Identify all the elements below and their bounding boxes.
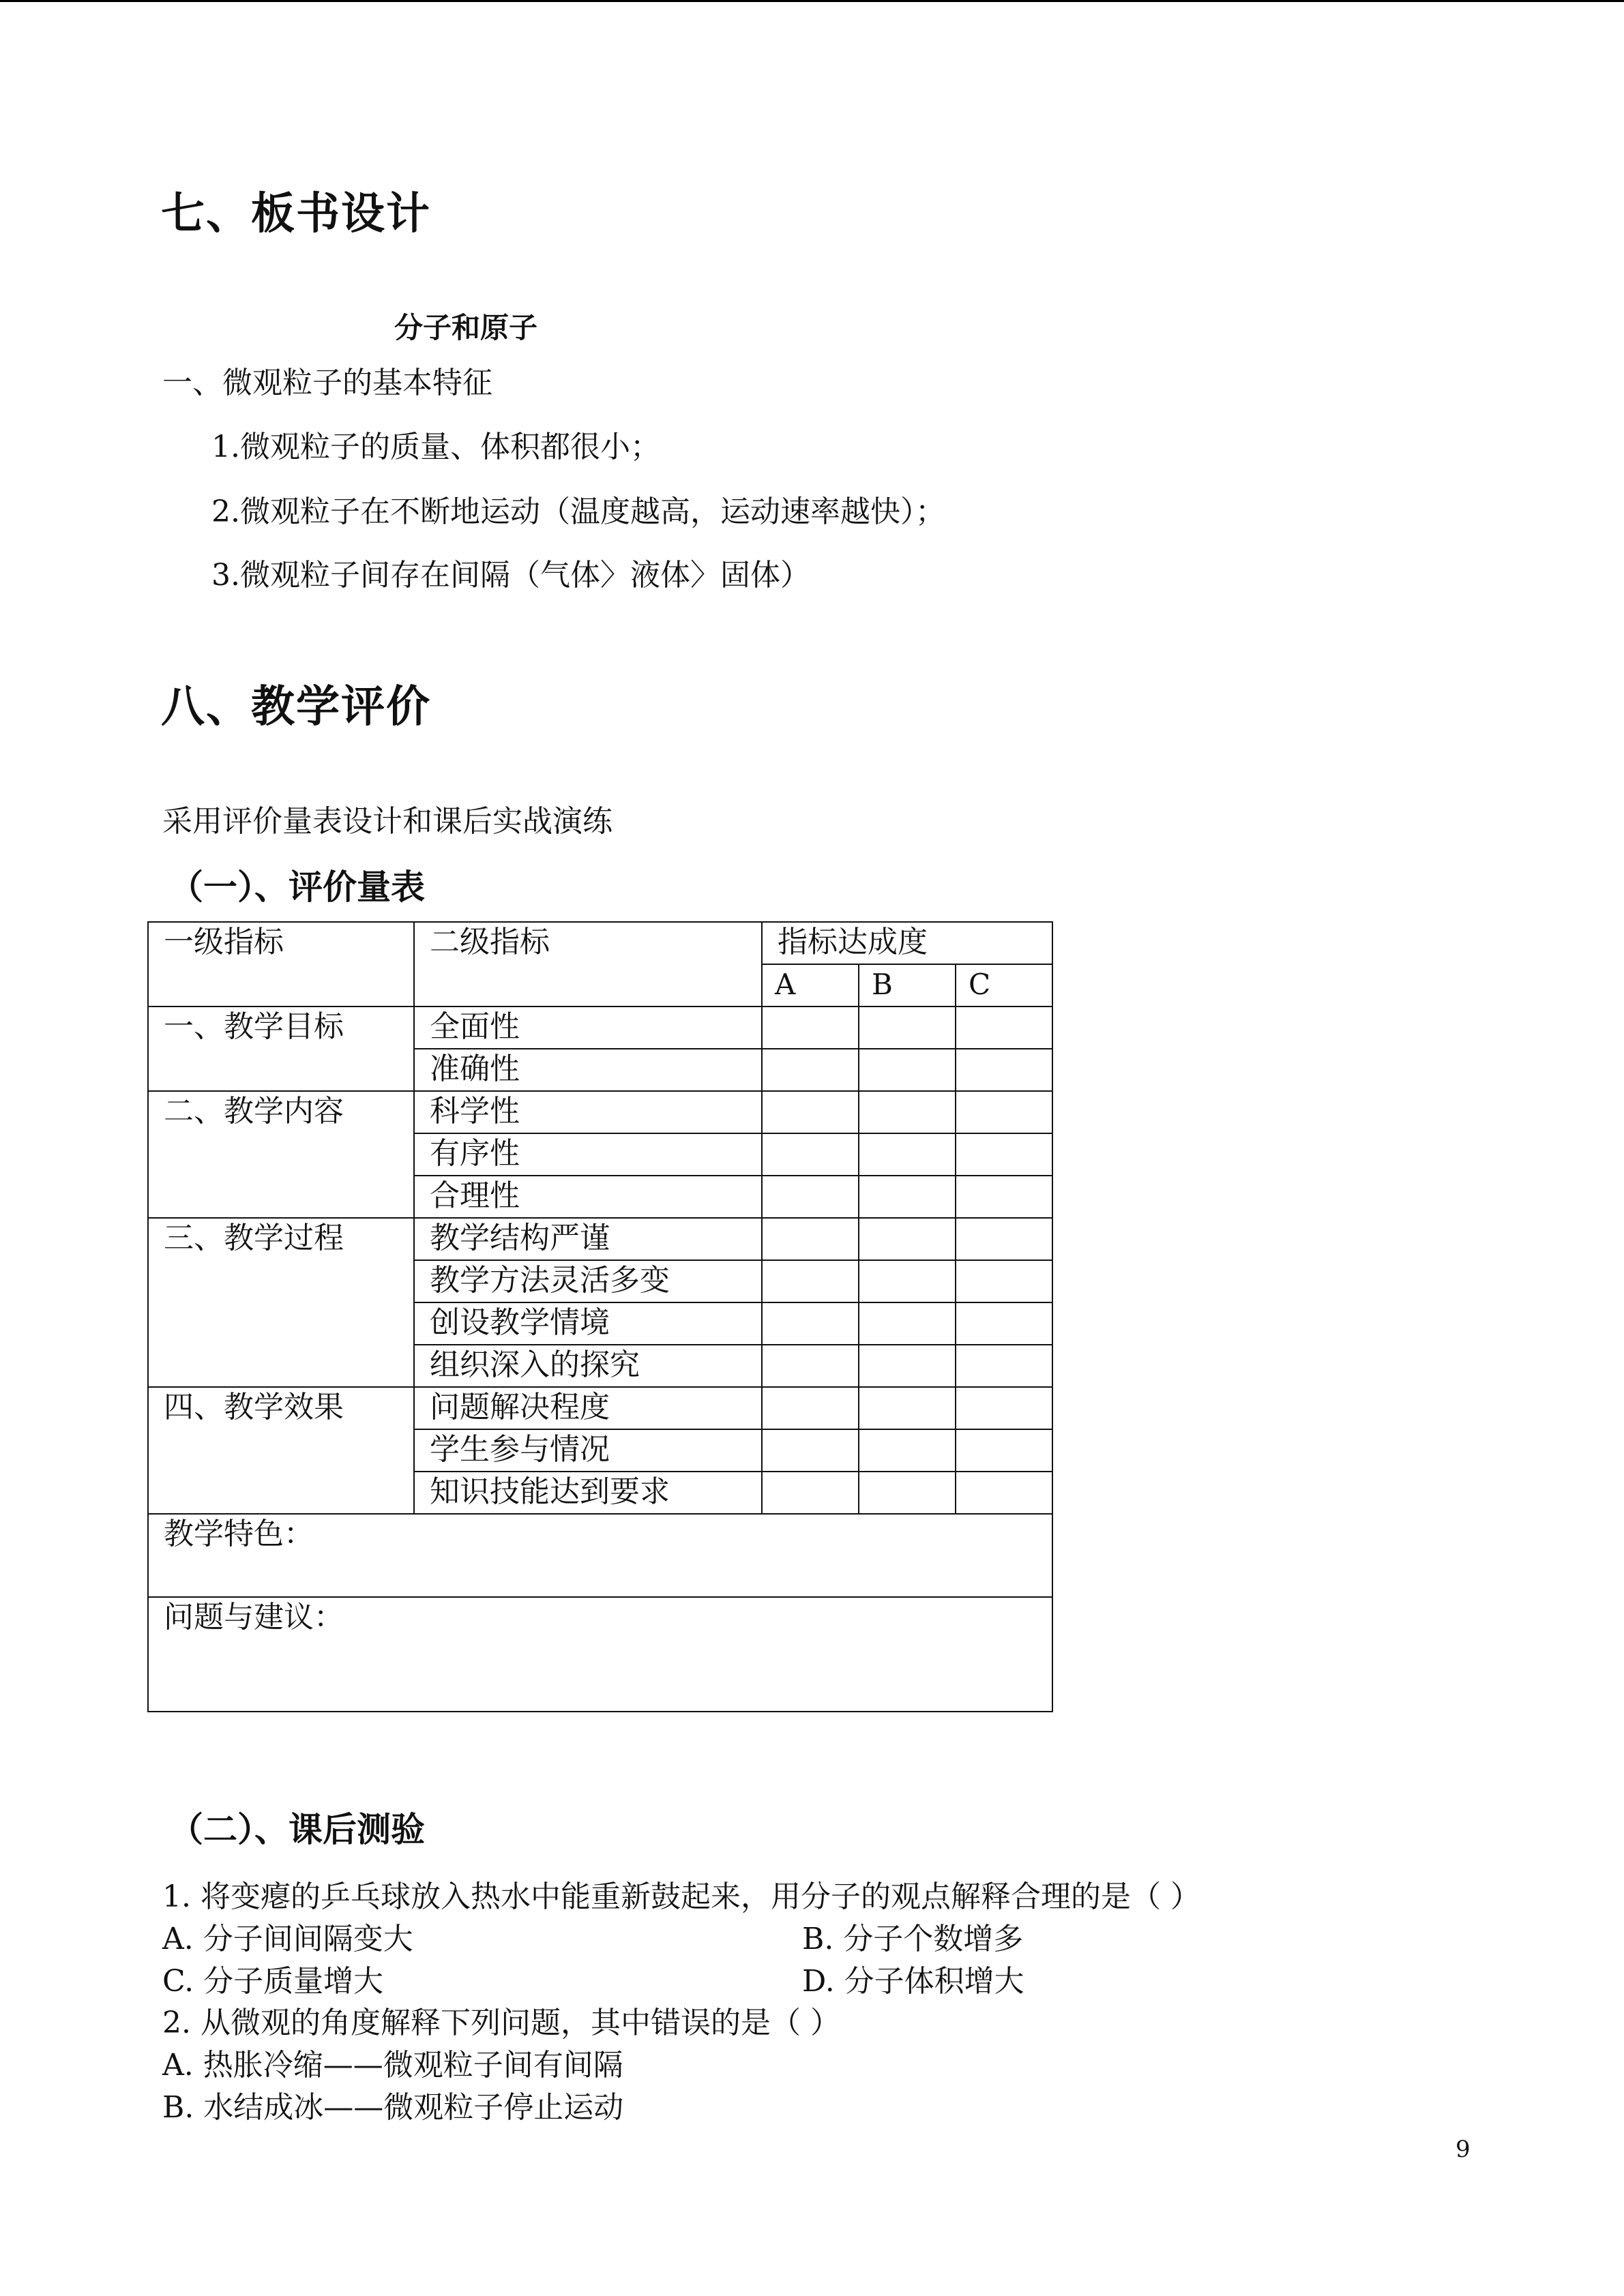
q2-option-b[interactable]: B. 水结成冰——微观粒子停止运动 xyxy=(162,2090,624,2125)
rating-cell[interactable] xyxy=(859,1049,956,1091)
criterion: 问题解决程度 xyxy=(414,1387,762,1429)
rating-cell[interactable] xyxy=(956,1260,1052,1302)
rating-cell[interactable] xyxy=(859,1472,956,1514)
rubric-heading: （一）、评价量表 xyxy=(169,867,425,907)
criterion: 有序性 xyxy=(414,1133,762,1176)
rating-cell[interactable] xyxy=(956,1345,1052,1387)
grade-c: C xyxy=(956,964,1052,1007)
rating-cell[interactable] xyxy=(762,1472,859,1514)
q1-option-a[interactable]: A. 分子间间隔变大 xyxy=(162,1922,413,1956)
suggestions-row xyxy=(148,1597,1052,1712)
page-top-rule xyxy=(0,0,1624,2)
criterion: 全面性 xyxy=(414,1007,762,1049)
board-subheading: 一、微观粒子的基本特征 xyxy=(162,366,492,400)
criterion: 学生参与情况 xyxy=(414,1429,762,1472)
q2-stem: 2. 从微观的角度解释下列问题，其中错误的是（ ） xyxy=(162,2006,840,2040)
rating-cell[interactable] xyxy=(956,1218,1052,1260)
criterion: 教学方法灵活多变 xyxy=(414,1260,762,1302)
rating-cell[interactable] xyxy=(956,1429,1052,1472)
rating-cell[interactable] xyxy=(859,1176,956,1218)
criterion: 创设教学情境 xyxy=(414,1302,762,1345)
group-teaching-goals: 一、教学目标 xyxy=(148,1007,414,1091)
rating-cell[interactable] xyxy=(956,1472,1052,1514)
rating-cell[interactable] xyxy=(859,1218,956,1260)
rating-cell[interactable] xyxy=(762,1049,859,1091)
table-header-row xyxy=(148,922,1052,964)
rating-cell[interactable] xyxy=(762,1176,859,1218)
rating-cell[interactable] xyxy=(762,1260,859,1302)
rating-cell[interactable] xyxy=(859,1302,956,1345)
q2-option-a[interactable]: A. 热胀冷缩——微观粒子间有间隔 xyxy=(162,2048,623,2083)
table-row xyxy=(148,1387,1052,1429)
group-teaching-content: 二、教学内容 xyxy=(148,1091,414,1218)
rating-cell[interactable] xyxy=(762,1007,859,1049)
criterion: 合理性 xyxy=(414,1176,762,1218)
criterion: 知识技能达到要求 xyxy=(414,1472,762,1514)
board-item-3: 3.微观粒子间存在间隔（气体〉液体〉固体） xyxy=(211,558,810,593)
criterion: 组织深入的探究 xyxy=(414,1345,762,1387)
rating-cell[interactable] xyxy=(762,1345,859,1387)
section-8-heading: 八、教学评价 xyxy=(161,682,431,732)
q1-option-d[interactable]: D. 分子体积增大 xyxy=(802,1964,1024,1999)
rating-cell[interactable] xyxy=(956,1302,1052,1345)
section-7-heading: 七、板书设计 xyxy=(161,189,431,239)
problems-suggestions-field[interactable]: 问题与建议： xyxy=(148,1597,1052,1712)
criterion: 教学结构严谨 xyxy=(414,1218,762,1260)
group-teaching-effect: 四、教学效果 xyxy=(148,1387,414,1514)
table-row xyxy=(148,1218,1052,1260)
rating-cell[interactable] xyxy=(956,1176,1052,1218)
grade-b: B xyxy=(859,964,956,1007)
rating-cell[interactable] xyxy=(956,1133,1052,1176)
q1-option-b[interactable]: B. 分子个数增多 xyxy=(802,1922,1024,1956)
evaluation-rubric-table xyxy=(147,921,1053,1712)
group-teaching-process: 三、教学过程 xyxy=(148,1218,414,1387)
rating-cell[interactable] xyxy=(859,1133,956,1176)
header-level2: 二级指标 xyxy=(414,922,762,1007)
board-item-2: 2.微观粒子在不断地运动（温度越高，运动速率越快）； xyxy=(211,494,945,529)
criterion: 准确性 xyxy=(414,1049,762,1091)
rating-cell[interactable] xyxy=(762,1429,859,1472)
rating-cell[interactable] xyxy=(762,1091,859,1133)
q1-stem: 1. 将变瘪的乒乓球放入热水中能重新鼓起来，用分子的观点解释合理的是（ ） xyxy=(162,1879,1200,1914)
criterion: 科学性 xyxy=(414,1091,762,1133)
rating-cell[interactable] xyxy=(762,1218,859,1260)
rating-cell[interactable] xyxy=(956,1091,1052,1133)
rating-cell[interactable] xyxy=(859,1007,956,1049)
rating-cell[interactable] xyxy=(859,1429,956,1472)
rating-cell[interactable] xyxy=(762,1302,859,1345)
page-number: 9 xyxy=(1456,2136,1471,2163)
board-item-1: 1.微观粒子的质量、体积都很小； xyxy=(211,430,660,464)
board-title: 分子和原子 xyxy=(394,311,538,344)
rating-cell[interactable] xyxy=(762,1133,859,1176)
table-row xyxy=(148,1091,1052,1133)
table-row xyxy=(148,1007,1052,1049)
rating-cell[interactable] xyxy=(762,1387,859,1429)
quiz-heading: （二）、课后测验 xyxy=(169,1810,425,1849)
header-level1: 一级指标 xyxy=(148,922,414,1007)
rating-cell[interactable] xyxy=(956,1049,1052,1091)
evaluation-intro: 采用评价量表设计和课后实战演练 xyxy=(162,804,612,839)
rating-cell[interactable] xyxy=(956,1387,1052,1429)
rating-cell[interactable] xyxy=(956,1007,1052,1049)
rating-cell[interactable] xyxy=(859,1387,956,1429)
q1-option-c[interactable]: C. 分子质量增大 xyxy=(162,1964,384,1999)
teaching-features-field[interactable]: 教学特色： xyxy=(148,1514,1052,1597)
rating-cell[interactable] xyxy=(859,1091,956,1133)
features-row xyxy=(148,1514,1052,1597)
rating-cell[interactable] xyxy=(859,1260,956,1302)
header-achievement: 指标达成度 xyxy=(762,922,1052,964)
rating-cell[interactable] xyxy=(859,1345,956,1387)
grade-a: A xyxy=(762,964,859,1007)
